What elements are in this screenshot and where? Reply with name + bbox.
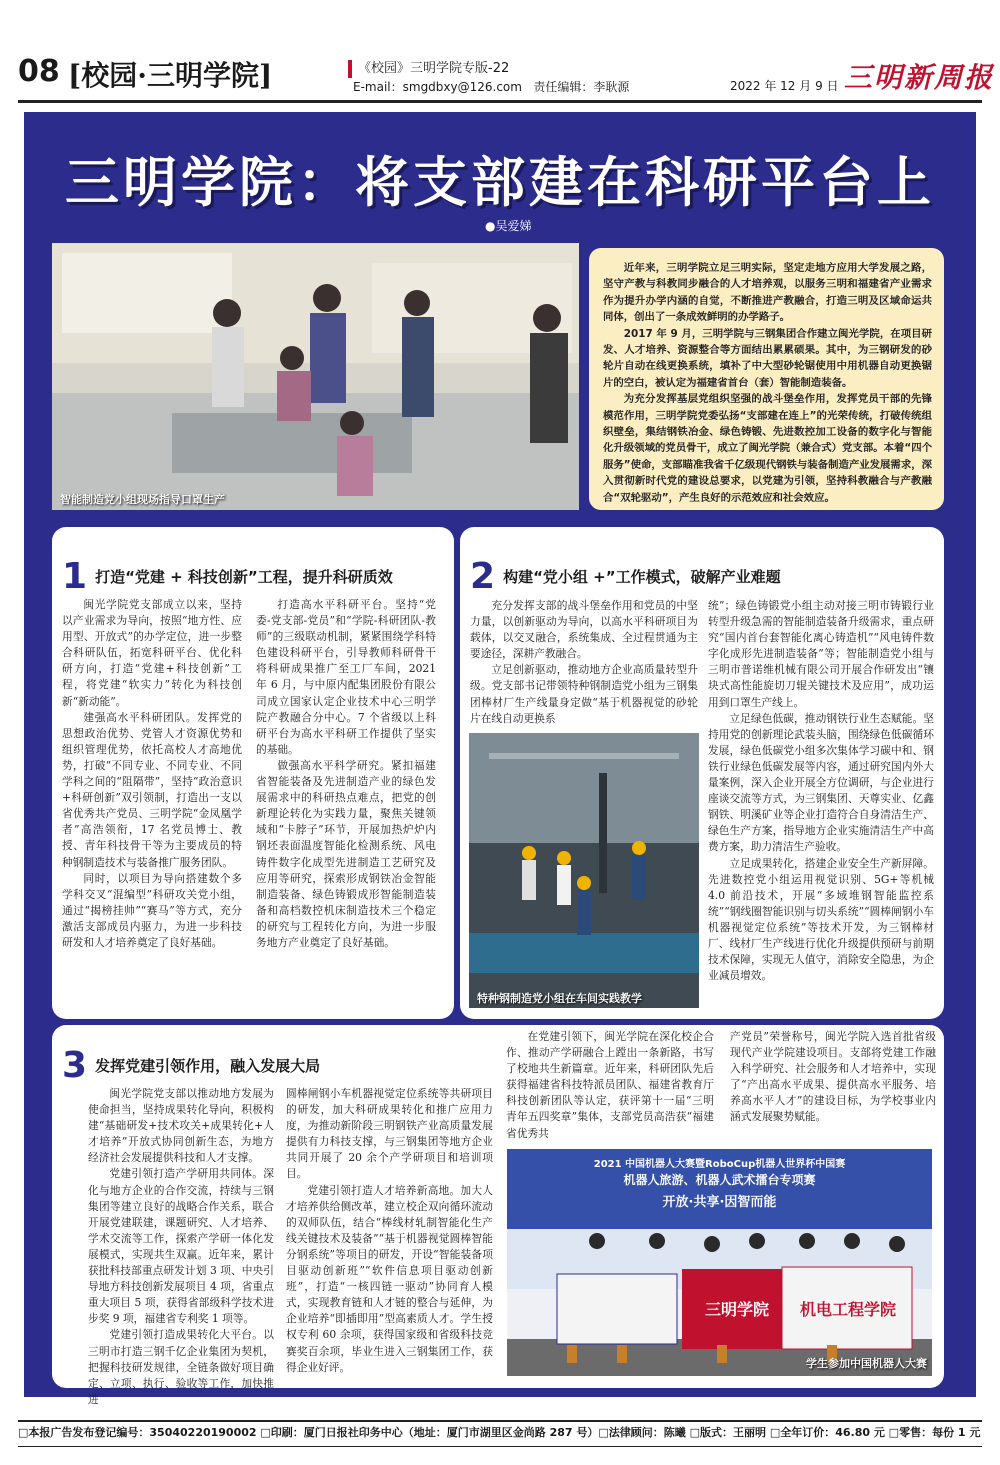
- section-1-column-2: [256, 597, 436, 951]
- page-header: [18, 50, 995, 100]
- banner-flag-2: 机电工程学院: [799, 1300, 896, 1319]
- section-name: [校园·三明学院]: [68, 59, 273, 92]
- paragraph: 在党建引领下，闽光学院在深化校企合作、推动产学研融合上蹚出一条新路，书写了校地共生新篇章。近年来，科研团队先后获得福建省科技特派员团队、福建省教育厅科技创新团队等认定，获评第十一届“三明青年五四奖章”集体，支部党员高浩获“福建省优秀共: [506, 1030, 714, 1140]
- edition-label: 《校园》三明学院专版-22: [358, 61, 510, 76]
- section-2-heading: [470, 556, 781, 597]
- section-3-column-3: [506, 1029, 714, 1142]
- paragraph: 立足创新驱动，推动地方企业高质量转型升级。党支部书记带领特种钢制造党小组为三钢集团棒材厂生产线量身定做“基于机器视觉的砂轮片在线自动更换系: [470, 663, 698, 725]
- issue-date: 2022 年 12 月 9 日: [730, 79, 839, 93]
- section-3-heading: [62, 1045, 320, 1086]
- banner-line-3: 开放·共享·因智而能: [662, 1195, 777, 1210]
- section-1-column-1: [62, 597, 242, 951]
- section-3-number: 3: [62, 1045, 88, 1086]
- paragraph: 建强高水平科研团队。发挥党的思想政治优势、党管人才资源优势和组织管理优势，依托高校人才高地优势，打破“不同专业、不同专业、不同学科之间的“阻隔带”，坚持“政治意识+科研创新”双引领制，打造出一支以省优秀共产党员、三明学院“金凤凰学者”高浩领衔，17 名党员博士、教授、青年科技骨干等为主要成员的特种钢制造技术与装备推广服务团队。: [62, 710, 242, 869]
- section-3-title: 发挥党建引领作用，融入发展大局: [95, 1057, 321, 1075]
- paragraph: 打造高水平科研平台。坚持“党委-党支部-党员”和“学院-科研团队-教师”的三级联动机制，紧紧围绕学科特色建设科研平台，引导教师科研骨干将科研成果推广至工厂车间，2021 年 6 月，与中原内配集团股份有限公司成立国家认定企业技术中心三明学院产教融合分中心。7 个省级以上科研平台为高水平科研工作提供了坚实的基础。: [256, 598, 436, 756]
- email: E-mail：smgdbxy@126.com: [353, 80, 522, 94]
- header-rule: [18, 100, 982, 103]
- footer-info: □本报广告发布登记编号：35040220190002 □印刷：厦门日报社印务中心（地址：厦门市湖里区金尚路 287 号）□法律顾问：陈曦 □版式：王丽明 □全年订价：46.80 元 □零售：每份 1 元: [18, 1420, 982, 1447]
- byline: ●吴爱娣: [485, 219, 532, 233]
- intro-box: [589, 248, 944, 510]
- paragraph: 统”；绿色铸锻党小组主动对接三明市铸锻行业转型升级急需的智能制造装备升级需求，重点研究“国内首台套智能化离心铸造机”“风电铸件数字化成形先进制造装备”等；智能制造党小组与三明市普诺维机械有限公司开展合作研发出“镶块式高性能旋切刀辊关键技术及应用”，成功运用到口罩生产线上。: [708, 599, 934, 709]
- paragraph: 党建引领打造成果转化大平台。以三明市打造三钢千亿企业集团为契机，把握科技研发规律，全链条做好项目确定、立项、执行、验收等工作，加快推进: [88, 1328, 274, 1406]
- section-3-column-4: [730, 1029, 936, 1126]
- paragraph: 立足成果转化，搭建企业安全生产新屏障。先进数控党小组运用视觉识别、5G+等机械 4.0 前沿技术，开展“多域堆钢智能监控系统”“钢线圈智能识别与切头系统”“圆棒闸钢小车机器视觉定位系统”等技术开发，为三钢棒材厂、线材厂生产线进行优化升级提供预研与前期技术保障，实现无人值守，消除安全隐患，为企业减员增效。: [708, 856, 934, 983]
- intro-paragraph: 2017 年 9 月，三明学院与三钢集团合作建立闽光学院，在项目研发、人才培养、资源整合等方面结出累累硕果。其中，为三钢研发的砂轮片自动在线更换系统，填补了中大型砂轮锯使用中用机器自动更换锯片的空白，被认定为福建省首台（套）智能制造装备。: [603, 327, 932, 389]
- page-number: 08: [18, 54, 60, 89]
- section-2-number: 2: [470, 556, 496, 597]
- section-2-column-1: [470, 598, 698, 727]
- banner-line-2: 机器人旅游、机器人武术擂台专项赛: [623, 1173, 816, 1187]
- photo-mask-production-caption: 智能制造党小组现场指导口罩生产: [60, 493, 225, 506]
- paragraph: 充分发挥支部的战斗堡垒作用和党员的中坚力量，以创新驱动为导向，以高水平科研项目为载体，以交叉融合，系统集成、全过程贯通为主要途径，深耕产教融合。: [470, 599, 698, 661]
- paragraph: 做强高水平科学研究。紧扣福建省智能装备及先进制造产业的绿色发展需求中的科研热点难点，把党的创新理论转化为实践力量，聚焦关键领域和“卡脖子”环节，开展加热炉炉内钢坯表面温度智能化检测系统、风电铸件数字化成型先进制造工艺研究及应用等研究，探索形成钢铁冶金智能制造装备、绿色铸锻成形智能制造装备和高档数控机床制造技术三个稳定的研究与工程转化方向，为进一步服务地方产业奠定了良好基础。: [256, 758, 436, 949]
- header-accent-bar: [348, 60, 352, 78]
- section-3-column-2: [286, 1086, 493, 1376]
- section-1-number: 1: [62, 556, 88, 597]
- banner-flag-1: 三明学院: [704, 1300, 769, 1319]
- newspaper-logo: 三明新周报: [844, 61, 995, 94]
- email-editor-line: [353, 78, 629, 95]
- photo-workshop-caption: 特种钢制造党小组在车间实践教学: [477, 992, 642, 1005]
- intro-paragraph: 为充分发挥基层党组织坚强的战斗堡垒作用，发挥党员干部的先锋模范作用，三明学院党委弘扬“支部建在连上”的光荣传统，打破传统组织壁垒，集结钢铁冶金、绿色铸锻、先进数控加工设备的数字化与智能化升级领域的党员骨干，成立了闽光学院（兼合式）党支部。本着“四个服务”使命，支部瞄准我省千亿级现代钢铁与装备制造产业发展需求，深入贯彻新时代党的建设总要求，以党建为引领，坚持科教融合与产教融合“双轮驱动”，产生良好的示范效应和社会效应。: [603, 393, 932, 504]
- paragraph: 闽光学院党支部成立以来，坚持以产业需求为导向，按照“地方性、应用型、开放式”的办学定位，进一步整合科研队伍，拓宽科研平台、优化科研方向，打造“党建+科技创新”工程，将党建“软实力”转化为科技创新“新动能”。: [62, 598, 242, 708]
- section-3-column-1: [88, 1086, 274, 1408]
- photo-mask-production-illustration: [52, 243, 579, 510]
- paragraph: 立足绿色低碳，推动钢铁行业生态赋能。坚持用党的创新理论武装头脑，围绕绿色低碳循环发展，绿色低碳党小组多次集体学习碳中和、钢铁行业绿色低碳发展等内容，通过研究国内外大量案例，深入企业开展全方位调研，与企业进行座谈交流等方式，为三钢集团、天尊实业、亿鑫钢铁、明溪矿业等企业打造符合自身清洁生产、绿色生产方案，指导地方企业实施清洁生产中高费方案，助力清洁生产验收。: [708, 711, 934, 854]
- section-2-column-2: [708, 598, 934, 984]
- section-1-heading: [62, 556, 393, 597]
- paragraph: 党建引领打造人才培养新高地。加大人才培养供给侧改革，建立校企双向循环流动的双师队伍，结合“棒线材轧制智能化生产线关键技术及装备”“基于机器视觉圆棒智能分钢系统”等项目的研发，开设“智能装备项目驱动创新班”“软件信息项目驱动创新班”，打造“一核四链一驱动”协同育人模式，实现教育链和人才链的整合与延伸，为企业培养“即插即用”型高素质人才。学生授权专利 60 余项，获得国家级和省级科技竞赛奖百余项，毕业生进入三钢集团工作，获得企业好评。: [286, 1183, 493, 1374]
- photo-workshop-teaching: [469, 733, 699, 1008]
- photo-robot-caption: 学生参加中国机器人大赛: [806, 1357, 927, 1370]
- section-2-title: 构建“党小组 +”工作模式，破解产业难题: [503, 568, 781, 586]
- headline: 三明学院：将支部建在科研平台上: [65, 151, 935, 214]
- photo-mask-production: [52, 243, 579, 510]
- banner-line-1: 2021 中国机器人大赛暨RoboCup机器人世界杯中国赛: [593, 1159, 846, 1170]
- photo-robot-competition: [507, 1149, 932, 1376]
- paragraph: 闽光学院党支部以推动地方发展为使命担当，坚持成果转化导向，积极构建“基础研发+技术攻关+成果转化+人才培养”开放式协同创新生态，为地方经济社会发展提供科技和人才支撑。: [88, 1087, 274, 1165]
- paragraph: 党建引领打造产学研用共同体。深化与地方企业的合作交流，持续与三钢集团等建立良好的战略合作关系，联合开展党建联建，课题研究、人才培养、学术交流等工作，探索产学研一体化发展模式，实现共生双赢。近年来，累计获批科技部重点研发计划 3 项、中央引导地方科技创新发展项目 4 项，省重点重大项目 5 项，获得省部级科学技术进步奖 9 项，福建省专利奖 1 项等。: [88, 1167, 274, 1326]
- paragraph: 产党员”荣誉称号，闽光学院入选首批省级现代产业学院建设项目。支部将党建工作融入科学研究、社会服务和人才培养中，实现了“产出高水平成果、提供高水平服务、培养高水平人才”的建设目标，为学校事业内涵式发展聚势赋能。: [730, 1030, 936, 1124]
- paragraph: 同时，以项目为导向搭建数个多学科交叉“混编型”科研攻关党小组，通过“揭榜挂帅”“赛马”等方式，充分激活支部成员内驱力，为进一步科技研发和人才培养奠定了良好基础。: [62, 871, 242, 949]
- editor: 责任编辑：李耿源: [533, 80, 630, 94]
- section-1-title: 打造“党建 + 科技创新”工程，提升科研质效: [95, 568, 393, 586]
- paragraph: 圆棒闸钢小车机器视觉定位系统等共研项目的研发，加大科研成果转化和推广应用力度，为推动新阶段三明钢铁产业高质量发展提供有力科技支撑，与三钢集团等地方企业共同开展了 20 余个产学研项目和培训项目。: [286, 1087, 493, 1181]
- intro-paragraph: 近年来，三明学院立足三明实际，坚定走地方应用大学发展之路，坚守产教与科教同步融合的人才培养观，以服务三明和福建省产业需求作为提升办学内涵的自觉，不断推进产教融合，打造三明及区域命运共同体，创出了一条成效鲜明的办学路子。: [603, 262, 932, 324]
- photo-workshop-illustration: [469, 733, 699, 1008]
